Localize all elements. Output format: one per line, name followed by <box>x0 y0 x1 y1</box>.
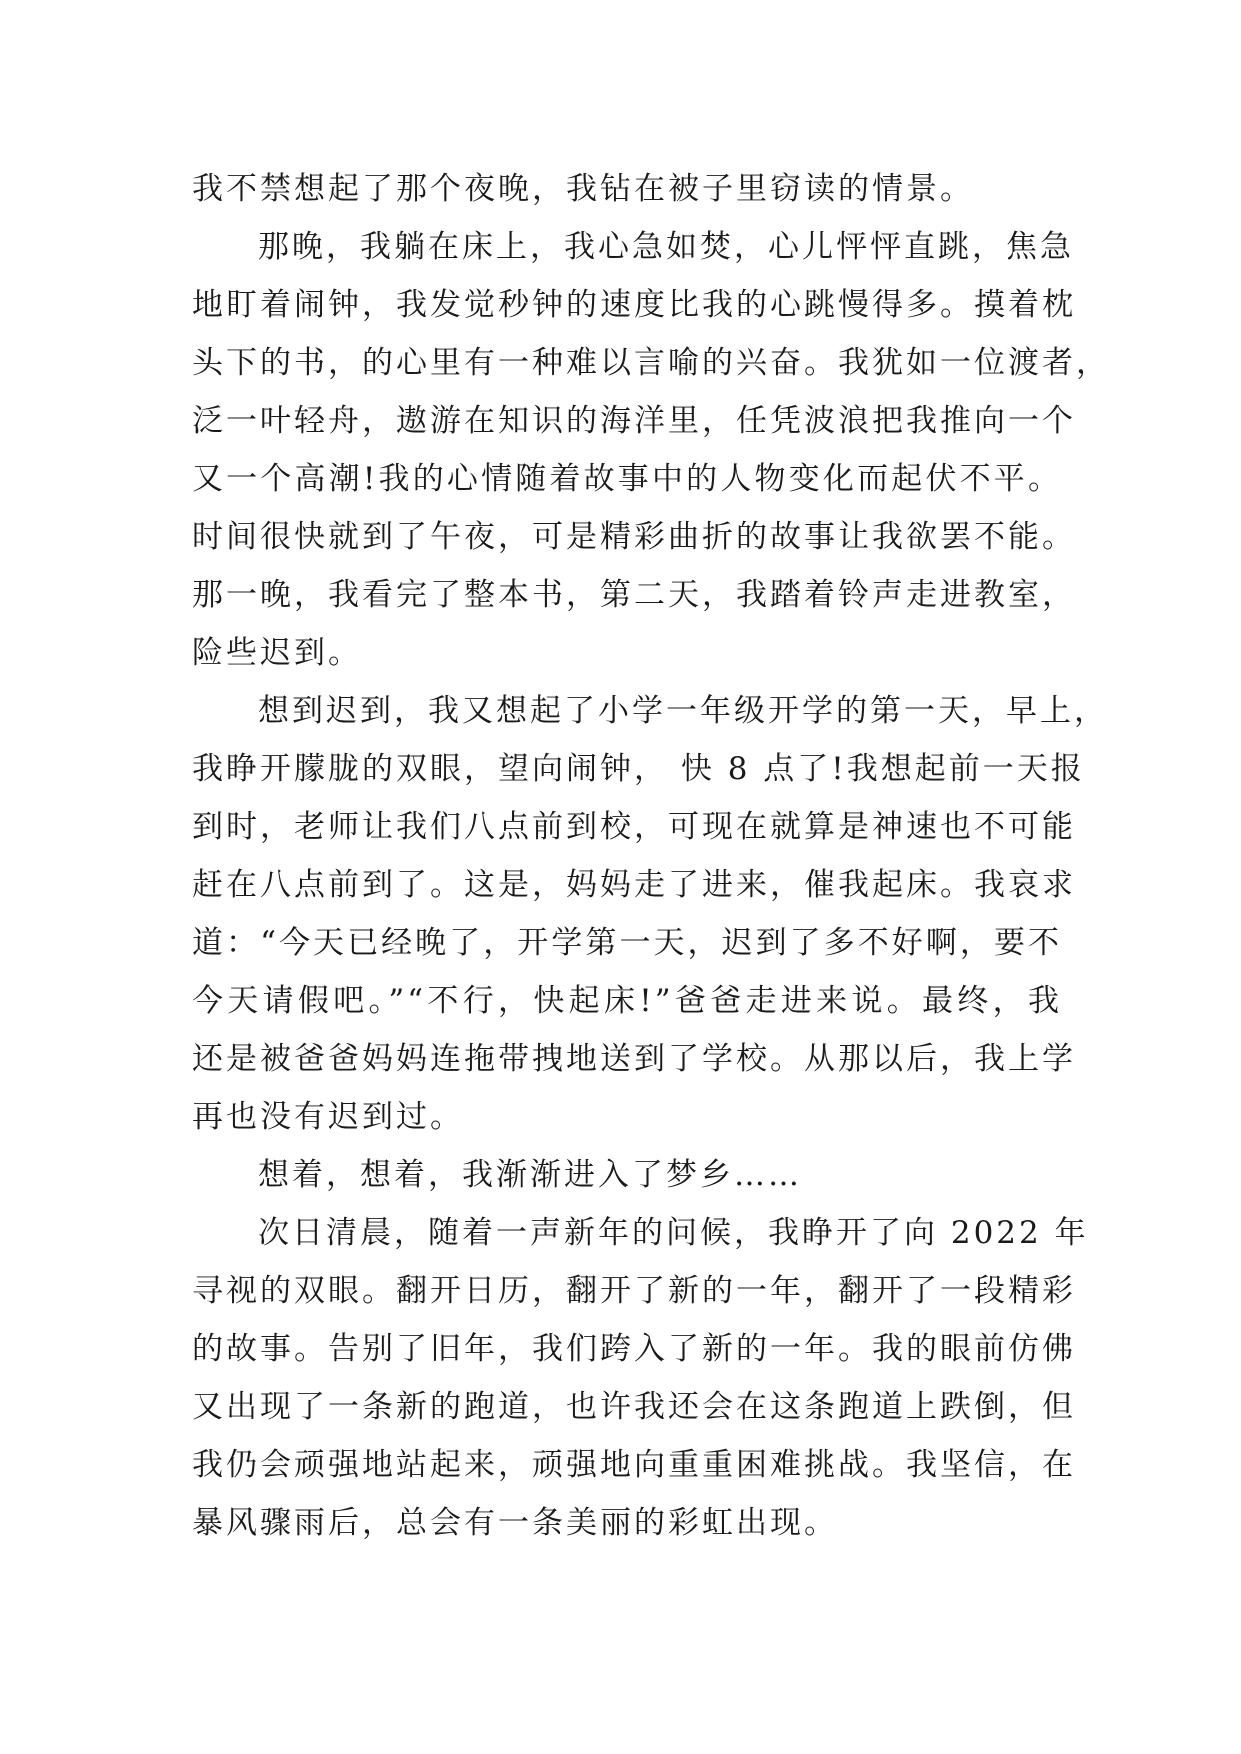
text-line: 想着，想着，我渐渐进入了梦乡…… <box>258 1157 802 1193</box>
essay-body <box>192 160 1110 1552</box>
text-line: 又出现了一条新的跑道，也许我还会在这条跑道上跌倒，但 <box>192 1389 1076 1425</box>
text-line: 泛一叶轻舟，遨游在知识的海洋里，任凭波浪把我推向一个 <box>192 403 1076 439</box>
text-line: 险些迟到。 <box>192 635 362 671</box>
text-line: 再也没有迟到过。 <box>192 1099 464 1135</box>
text-line: 那晚，我躺在床上，我心急如焚，心儿怦怦直跳，焦急 <box>258 229 1074 265</box>
text-line: 时间很快就到了午夜，可是精彩曲折的故事让我欲罢不能。 <box>192 519 1076 555</box>
text-line: 暴风骤雨后，总会有一条美丽的彩虹出现。 <box>192 1505 838 1541</box>
text-line: 头下的书，的心里有一种难以言喻的兴奋。我犹如一位渡者， <box>192 345 1110 381</box>
text-line: 赶在八点前到了。这是，妈妈走了进来，催我起床。我哀求 <box>192 867 1076 903</box>
text-line: 道：“今天已经晚了，开学第一天，迟到了多不好啊，要不 <box>192 925 1062 961</box>
text-line: 今天请假吧。”“不行，快起床!”爸爸走进来说。最终，我 <box>192 983 1062 1019</box>
text-line: 寻视的双眼。翻开日历，翻开了新的一年，翻开了一段精彩 <box>192 1273 1076 1309</box>
text-line: 想到迟到，我又想起了小学一年级开学的第一天，早上， <box>258 693 1108 729</box>
text-line: 又一个高潮!我的心情随着故事中的人物变化而起伏不平。 <box>192 461 1062 497</box>
text-line: 还是被爸爸妈妈连拖带拽地送到了学校。从那以后，我上学 <box>192 1041 1076 1077</box>
text-line: 的故事。告别了旧年，我们跨入了新的一年。我的眼前仿佛 <box>192 1331 1076 1367</box>
text-line: 我不禁想起了那个夜晚，我钻在被子里窃读的情景。 <box>192 171 974 207</box>
text-line: 我睁开朦胧的双眼，望向闹钟， 快 8 点了!我想起前一天报 <box>192 751 1085 787</box>
text-line: 那一晚，我看完了整本书，第二天，我踏着铃声走进教室， <box>192 577 1076 613</box>
text-line: 地盯着闹钟，我发觉秒钟的速度比我的心跳慢得多。摸着枕 <box>192 287 1076 323</box>
text-line: 到时，老师让我们八点前到校，可现在就算是神速也不可能 <box>192 809 1076 845</box>
text-line: 我仍会顽强地站起来，顽强地向重重困难挑战。我坚信，在 <box>192 1447 1076 1483</box>
text-line: 次日清晨，随着一声新年的问候，我睁开了向 2022 年 <box>258 1215 1089 1251</box>
